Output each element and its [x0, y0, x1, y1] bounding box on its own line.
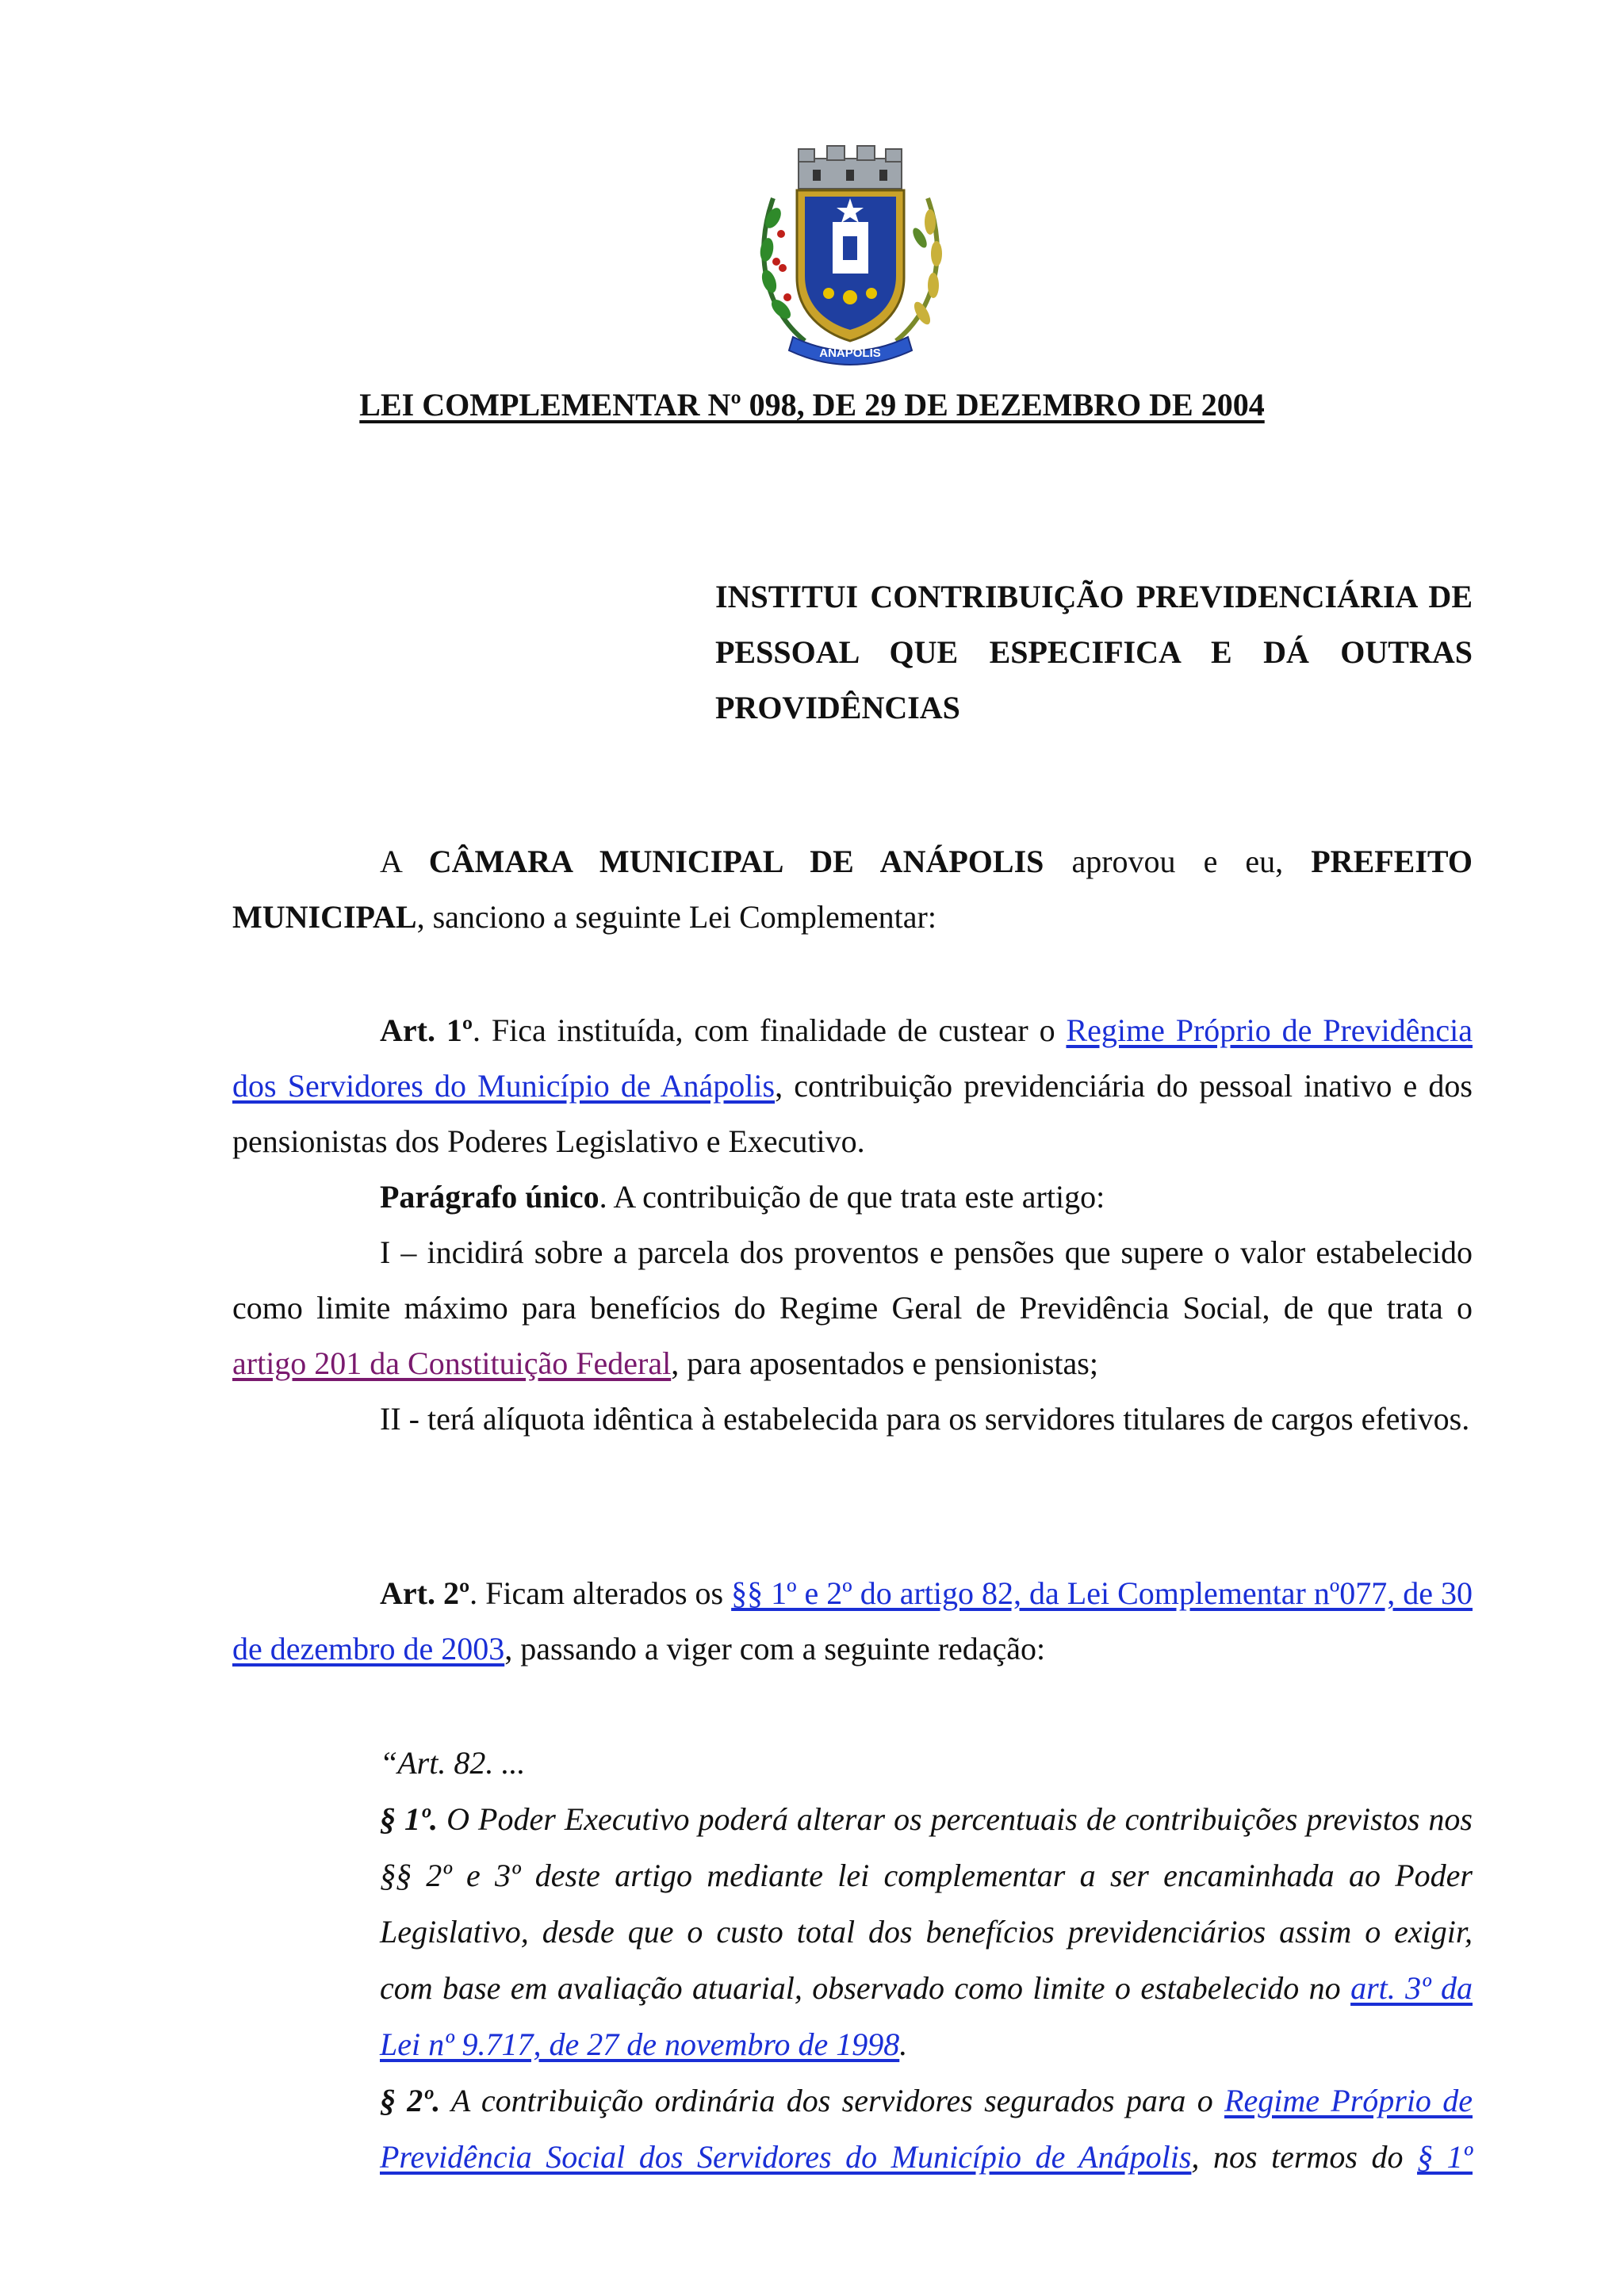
article-1: [232, 1003, 1473, 1447]
quote-p2-text: A contribuição ordinária dos servidores segurados para o: [440, 2083, 1225, 2118]
quote-p1-label: § 1º.: [380, 1801, 439, 1837]
art1-regime-link[interactable]: Regime Próprio de Previdência dos Servidores do Município de Anápolis: [232, 1012, 1473, 1104]
quote-p2-label: § 2º.: [380, 2083, 441, 2118]
lc077-art82-link[interactable]: §§ 1º e 2º do artigo 82, da Lei Complementar nº077, de 30 de dezembro de 2003: [232, 1575, 1473, 1667]
quoted-article-82: [380, 1735, 1473, 2185]
quote-p1-text: O Poder Executivo poderá alterar os percentuais de contribuições previstos nos §§ 2º e 3º deste artigo mediante lei complementar a ser encaminhada ao Poder Legislativo, desde que o custo total dos benefícios previdenciários assim o exigir, com base em avaliação atuarial, observado como limite o estabelecido no: [380, 1801, 1473, 2006]
inciso-1-text-a: I – incidirá sobre a parcela dos proventos e pensões que supere o valor estabelecido como limite máximo para benefícios do Regime Geral de Previdência Social, de que trata o: [232, 1234, 1473, 1326]
art1-text-b: , contribuição previdenciária do pessoal inativo e dos pensionistas dos Poderes Legislativo e Executivo.: [232, 1068, 1473, 1159]
quote-art82-heading: “Art. 82. ...: [380, 1745, 526, 1781]
inciso-1-text-b: , para aposentados e pensionistas;: [671, 1345, 1098, 1381]
paragrafo-unico-label: Parágrafo único: [380, 1179, 599, 1215]
preamble-aprovou: aprovou e eu,: [1044, 844, 1312, 879]
camara-name: CÂMARA MUNICIPAL DE ANÁPOLIS: [428, 844, 1044, 879]
svg-text:ANÁPOLIS: ANÁPOLIS: [819, 346, 881, 360]
municipal-crest-logo: [749, 143, 952, 373]
law-summary-ementa: INSTITUI CONTRIBUIÇÃO PREVIDENCIÁRIA DE PESSOAL QUE ESPECIFICA E DÁ OUTRAS PROVIDÊNCIAS: [715, 579, 1473, 725]
art1-label: Art. 1º: [380, 1012, 473, 1048]
law-title: LEI COMPLEMENTAR Nº 098, DE 29 DE DEZEMBRO DE 2004: [359, 387, 1265, 423]
art2-label: Art. 2º: [380, 1575, 470, 1611]
lei-9717-art3-link[interactable]: art. 3º da Lei nº 9.717, de 27 de novembro de 1998: [380, 1970, 1473, 2062]
regime-proprio-link[interactable]: Regime Próprio de Previdência Social dos Servidores do Município de Anápolis: [380, 2083, 1473, 2175]
article-2: [232, 1566, 1473, 1677]
quote-p1-end: .: [899, 2026, 908, 2062]
preamble-rest: , sanciono a seguinte Lei Complementar:: [416, 899, 936, 935]
prefeito-label: PREFEITO MUNICIPAL: [232, 844, 1473, 935]
constituicao-art201-link[interactable]: artigo 201 da Constituição Federal: [232, 1345, 672, 1381]
paragrafo-unico-text: . A contribuição de que trata este artigo:: [599, 1179, 1105, 1215]
paragraph-1-link[interactable]: § 1º: [1417, 2139, 1473, 2175]
preamble: [232, 834, 1473, 945]
art2-text-a: . Ficam alterados os: [469, 1575, 732, 1611]
art1-text-a: . Fica instituída, com finalidade de custear o: [473, 1012, 1067, 1048]
quote-p2-text-b: , nos termos do: [1191, 2139, 1418, 2175]
preamble-a: A: [380, 844, 401, 879]
inciso-2: II - terá alíquota idêntica à estabelecida para os servidores titulares de cargos efetivos.: [380, 1401, 1470, 1437]
mural-crown-icon: [799, 146, 902, 189]
art2-text-b: , passando a viger com a seguinte redação:: [504, 1631, 1046, 1667]
